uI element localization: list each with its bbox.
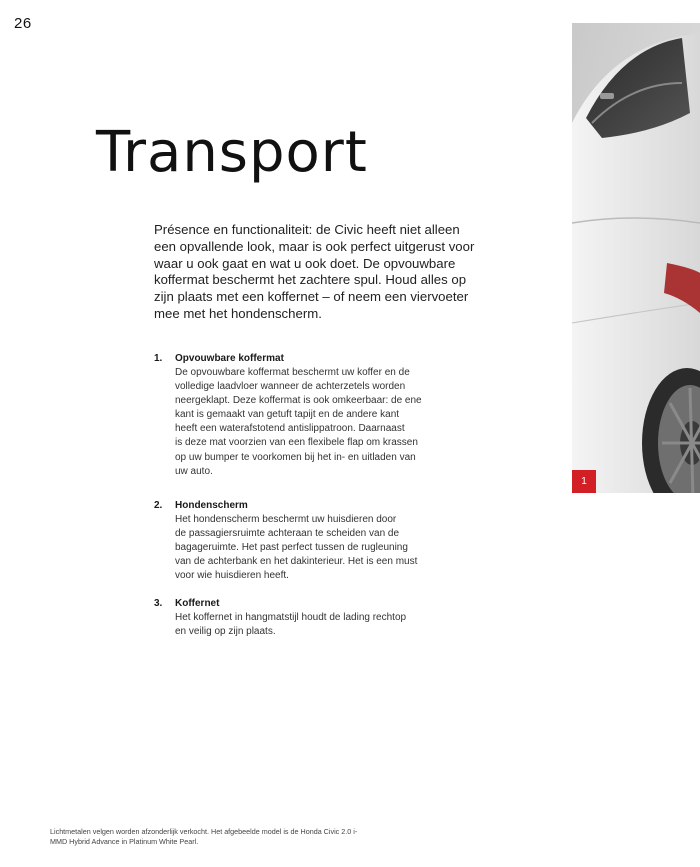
- item-heading: Koffernet: [175, 598, 220, 610]
- item-number: 1.: [154, 353, 163, 364]
- car-illustration: [572, 23, 700, 493]
- intro-paragraph: Présence en functionaliteit: de Civic heeft niet alleen een opvallende look, maar is ook perfect uitgerust voor waar u ook gaat en wat u ook doet. De opvouwbare koffermat beschermt het zachtere spul. Houd alles op zijn plaats met een koffernet – of neem een viervoeter mee met het hondenscherm.: [154, 222, 475, 321]
- feature-list: [154, 352, 454, 639]
- car-photo: [572, 23, 700, 493]
- footnote: Lichtmetalen velgen worden afzonderlijk verkocht. Het afgebeelde model is de Honda Civic 2.0 i-MMD Hybrid Advance in Platinum White Pearl.: [50, 827, 358, 846]
- list-item: [154, 352, 454, 479]
- item-body: Het hondenscherm beschermt uw huisdieren door de passagiersruimte achteraan te scheiden van de bagageruimte. Het past perfect tussen de rugleuning van de achterbank en het dakinterieur. Het is een must voor wie huisdieren heeft.: [175, 513, 418, 582]
- page-title: Transport: [96, 120, 368, 185]
- item-number: 2.: [154, 499, 163, 511]
- item-heading: Hondenscherm: [175, 499, 248, 511]
- item-body: De opvouwbare koffermat beschermt uw koffer en de volledige laadvloer wanneer de achterzetels worden neergeklapt. Deze koffermat is ook omkeerbaar: de ene kant is gemaakt van getuft tapijt en de andere kant heeft een waterafstotend antislippatroon. Daarnaast is deze mat voorzien van een flexibele flap om krassen op uw bumper te voorkomen bij het in- en uitladen van uw auto.: [175, 367, 422, 477]
- item-body: Het koffernet in hangmatstijl houdt de lading rechtop en veilig op zijn plaats.: [175, 612, 407, 638]
- image-number-badge: 1: [572, 470, 596, 493]
- page-number: 26: [14, 15, 32, 32]
- item-heading: Opvouwbare koffermat: [175, 353, 284, 364]
- item-number: 3.: [154, 598, 163, 610]
- list-item: [154, 597, 454, 639]
- list-item: [154, 499, 454, 583]
